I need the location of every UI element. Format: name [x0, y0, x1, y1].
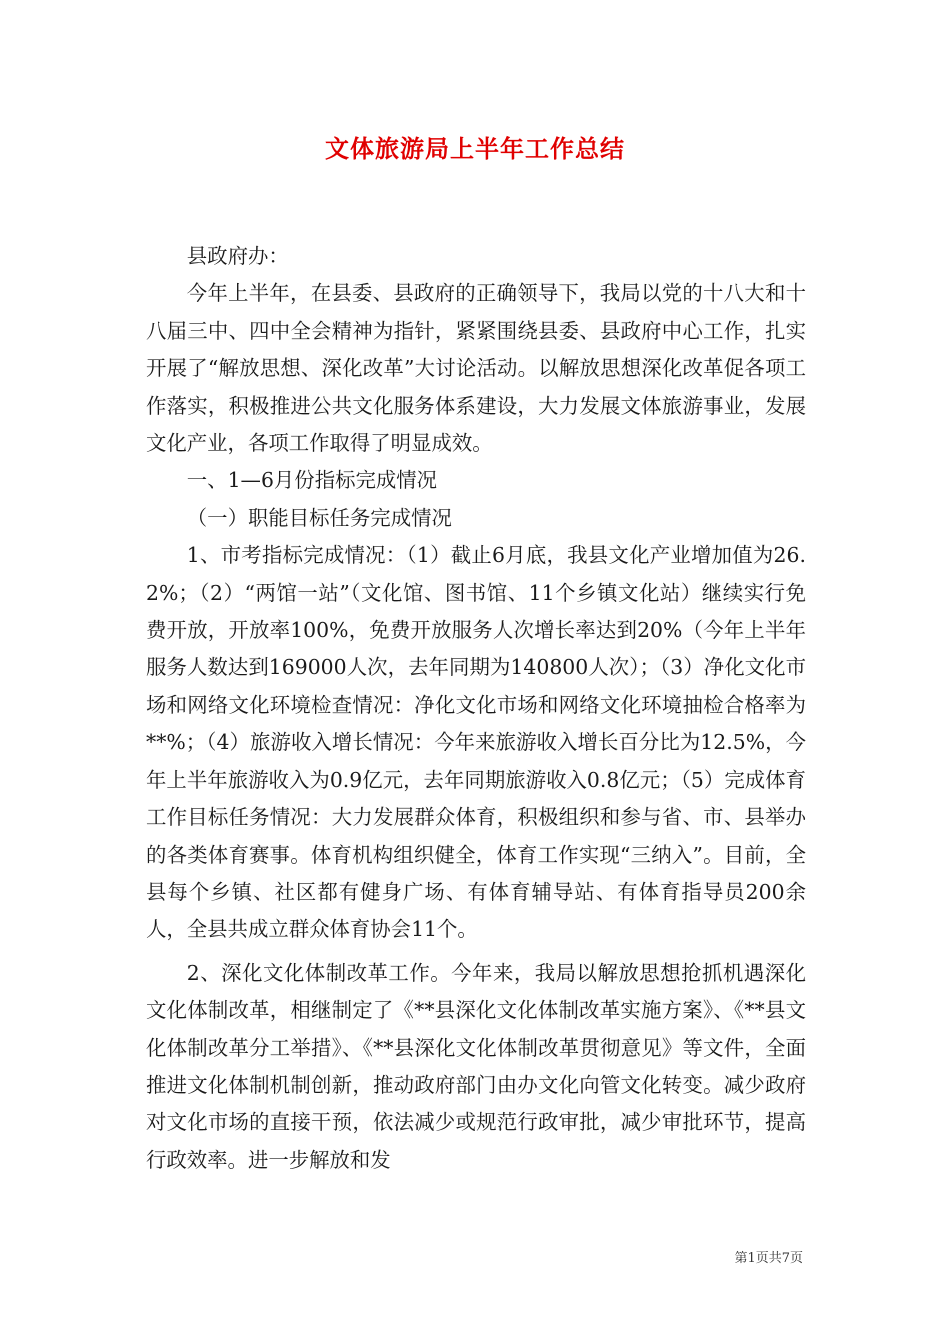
salutation: 县政府办： — [186, 244, 289, 268]
document-body — [146, 238, 806, 1179]
section-heading-1: 一、1—6月份指标完成情况 — [186, 468, 438, 493]
intro-paragraph: 今年上半年，在县委、县政府的正确领导下，我局以党的十八大和十八届三中、四中全会精神为指针，紧紧围绕县委、县政府中心工作，扎实开展了“解放思想、深化改革”大讨论活动。以解放思想深化改革促各项工作落实，积极推进公共文化服务体系建设，大力发展文体旅游事业，发展文化产业，各项工作取得了明显成效。 — [146, 281, 806, 456]
subsection-heading-1: （一）职能目标任务完成情况 — [186, 505, 452, 530]
paragraph-indicators: 1、市考指标完成情况：（1）截止6月底，我县文化产业增加值为26.2%；（2）“两馆一站”（文化馆、图书馆、11个乡镇文化站）继续实行免费开放，开放率100%，免费开放服务人次增长率达到20%（今年上半年服务人数达到169000人次，去年同期为140800人次）；（3）净化文化市场和网络文化环境检查情况：净化文化市场和网络文化环境抽检合格率为**%；（4）旅游收入增长情况：今年来旅游收入增长百分比为12.5%，今年上半年旅游收入为0.9亿元，去年同期旅游收入0.8亿元；（5）完成体育工作目标任务情况：大力发展群众体育，积极组织和参与省、市、县举办的各类体育赛事。体育机构组织健全，体育工作实现“三纳入”。目前，全县每个乡镇、社区都有健身广场、有体育辅导站、有体育指导员200余人，全县共成立群众体育协会11个。 — [146, 543, 806, 942]
paragraph-reform: 2、深化文化体制改革工作。今年来，我局以解放思想抢抓机遇深化文化体制改革，相继制定了《**县深化文化体制改革实施方案》、《**县文化体制改革分工举措》、《**县深化文化体制改革贯彻意见》等文件，全面推进文化体制机制创新，推动政府部门由办文化向管文化转变。减少政府对文化市场的直接干预，依法减少或规范行政审批，减少审批环节，提高行政效率。进一步解放和发 — [146, 960, 806, 1172]
page-indicator: 第1页共7页 — [734, 1251, 803, 1266]
document-title: 文体旅游局上半年工作总结 — [325, 134, 625, 163]
